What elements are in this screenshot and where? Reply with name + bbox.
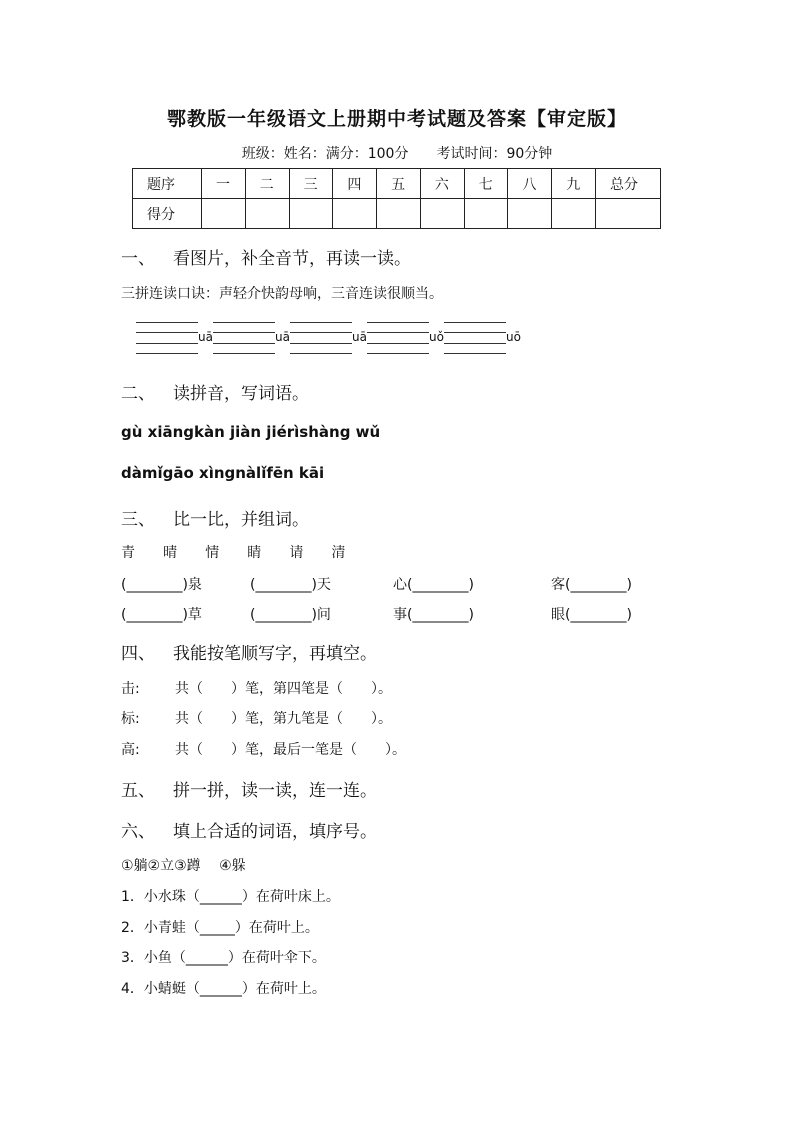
writing-line [290,353,352,354]
section-title: 比一比，并组词。 [173,510,309,530]
exam-info: 班级：姓名：满分：100分 考试时间：90分钟 [241,146,553,162]
writing-line [444,322,506,323]
score-table-score-row [133,199,661,229]
section-3-heading [121,505,309,530]
syllable-ending: uā [352,330,367,344]
table-cell: 总分 [596,169,661,199]
word-blank[interactable]: 心(________) [393,577,474,593]
writing-line [367,353,429,354]
table-cell: 五 [377,169,421,199]
section-title: 读拼音，写词语。 [173,384,309,404]
stroke-item[interactable] [121,708,392,728]
section-1-heading [121,244,411,269]
section-number: 三、 [121,510,155,530]
character: 清 [331,545,346,561]
section-number: 二、 [121,384,155,404]
score-table-header-row [133,169,661,199]
character: 请 [289,545,304,561]
pinyin-blanks [136,322,536,356]
fill-item[interactable]: 1．小水珠（______）在荷叶床上。 [121,889,340,905]
word-blank[interactable]: (________)草 [121,607,202,623]
character: 青 [121,545,135,561]
character: 睛 [247,545,262,561]
character-list [121,542,368,562]
section-number: 一、 [121,249,155,269]
writing-line [444,353,506,354]
fill-item[interactable]: 2．小青蛙（_____）在荷叶上。 [121,920,319,936]
section-title: 我能按笔顺写字，再填空。 [173,644,377,664]
stroke-character: 高: [121,742,140,758]
table-cell: 六 [420,169,464,199]
table-cell: 九 [552,169,596,199]
section-number: 五、 [121,781,155,801]
word-blank[interactable]: (________)天 [250,577,331,593]
score-blank[interactable] [333,199,377,229]
stroke-question: 共（ ）笔，第四笔是（ ）。 [175,681,392,697]
score-blank[interactable] [245,199,289,229]
writing-line [367,343,429,344]
table-cell: 四 [333,169,377,199]
score-blank[interactable] [377,199,421,229]
character: 情 [205,545,220,561]
fill-item[interactable]: 4．小蜻蜓（______）在荷叶上。 [121,981,326,997]
writing-line [213,343,275,344]
table-cell: 一 [202,169,246,199]
score-blank[interactable] [596,199,661,229]
section-4-heading [121,639,377,664]
table-cell: 八 [508,169,552,199]
section-2-heading [121,379,309,404]
score-blank[interactable] [289,199,333,229]
writing-line [367,332,429,333]
writing-line [290,343,352,344]
writing-line [136,353,198,354]
writing-line [367,322,429,323]
stroke-item[interactable] [121,739,406,759]
score-blank[interactable] [552,199,596,229]
stroke-question: 共（ ）笔，第九笔是（ ）。 [175,711,392,727]
score-blank[interactable] [508,199,552,229]
stroke-character: 标: [121,711,140,727]
table-cell: 题序 [133,169,202,199]
syllable-ending: uā [198,330,213,344]
section-5-heading [121,776,377,801]
stroke-item[interactable] [121,678,392,698]
writing-line [136,332,198,333]
writing-line [213,353,275,354]
writing-line [213,322,275,323]
syllable-ending: uō [506,330,521,344]
syllable-ending: uā [275,330,290,344]
table-cell: 二 [245,169,289,199]
table-cell: 三 [289,169,333,199]
writing-line [444,332,506,333]
score-blank[interactable] [464,199,508,229]
rhyme-text: 三拼连读口诀：声轻介快韵母响，三音连读很顺当。 [121,286,443,302]
writing-line [136,322,198,323]
section-title: 看图片，补全音节，再读一读。 [173,249,411,269]
writing-line [213,332,275,333]
pinyin-line: dàmǐgāo xìngnàlǐfēn kāi [121,464,325,482]
table-cell: 七 [464,169,508,199]
writing-line [290,322,352,323]
stroke-question: 共（ ）笔，最后一笔是（ ）。 [175,742,406,758]
pinyin-line: gù xiāngkàn jiàn jiérìshàng wǔ [121,423,381,441]
score-blank[interactable] [202,199,246,229]
word-blank[interactable]: (________)泉 [121,577,202,593]
page-title: 鄂教版一年级语文上册期中考试题及答案【审定版】 [166,108,627,130]
character: 晴 [163,545,178,561]
writing-line [290,332,352,333]
section-title: 拼一拼，读一读，连一连。 [173,781,377,801]
writing-line [136,343,198,344]
word-blank[interactable]: 事(________) [393,607,474,623]
writing-line [444,343,506,344]
word-blank[interactable]: 客(________) [551,577,632,593]
syllable-ending: uǒ [429,330,444,344]
word-blank[interactable]: (________)问 [250,607,331,623]
section-title: 填上合适的词语，填序号。 [173,822,377,842]
word-blank[interactable]: 眼(________) [551,607,632,623]
table-cell: 得分 [133,199,202,229]
score-table [132,168,661,229]
section-6-heading [121,817,377,842]
score-blank[interactable] [420,199,464,229]
section-number: 六、 [121,822,155,842]
fill-item[interactable]: 3．小鱼（______）在荷叶伞下。 [121,950,326,966]
stroke-character: 击: [121,681,140,697]
section-number: 四、 [121,644,155,664]
answer-options: ①躺②立③蹲 ④躲 [121,858,246,874]
